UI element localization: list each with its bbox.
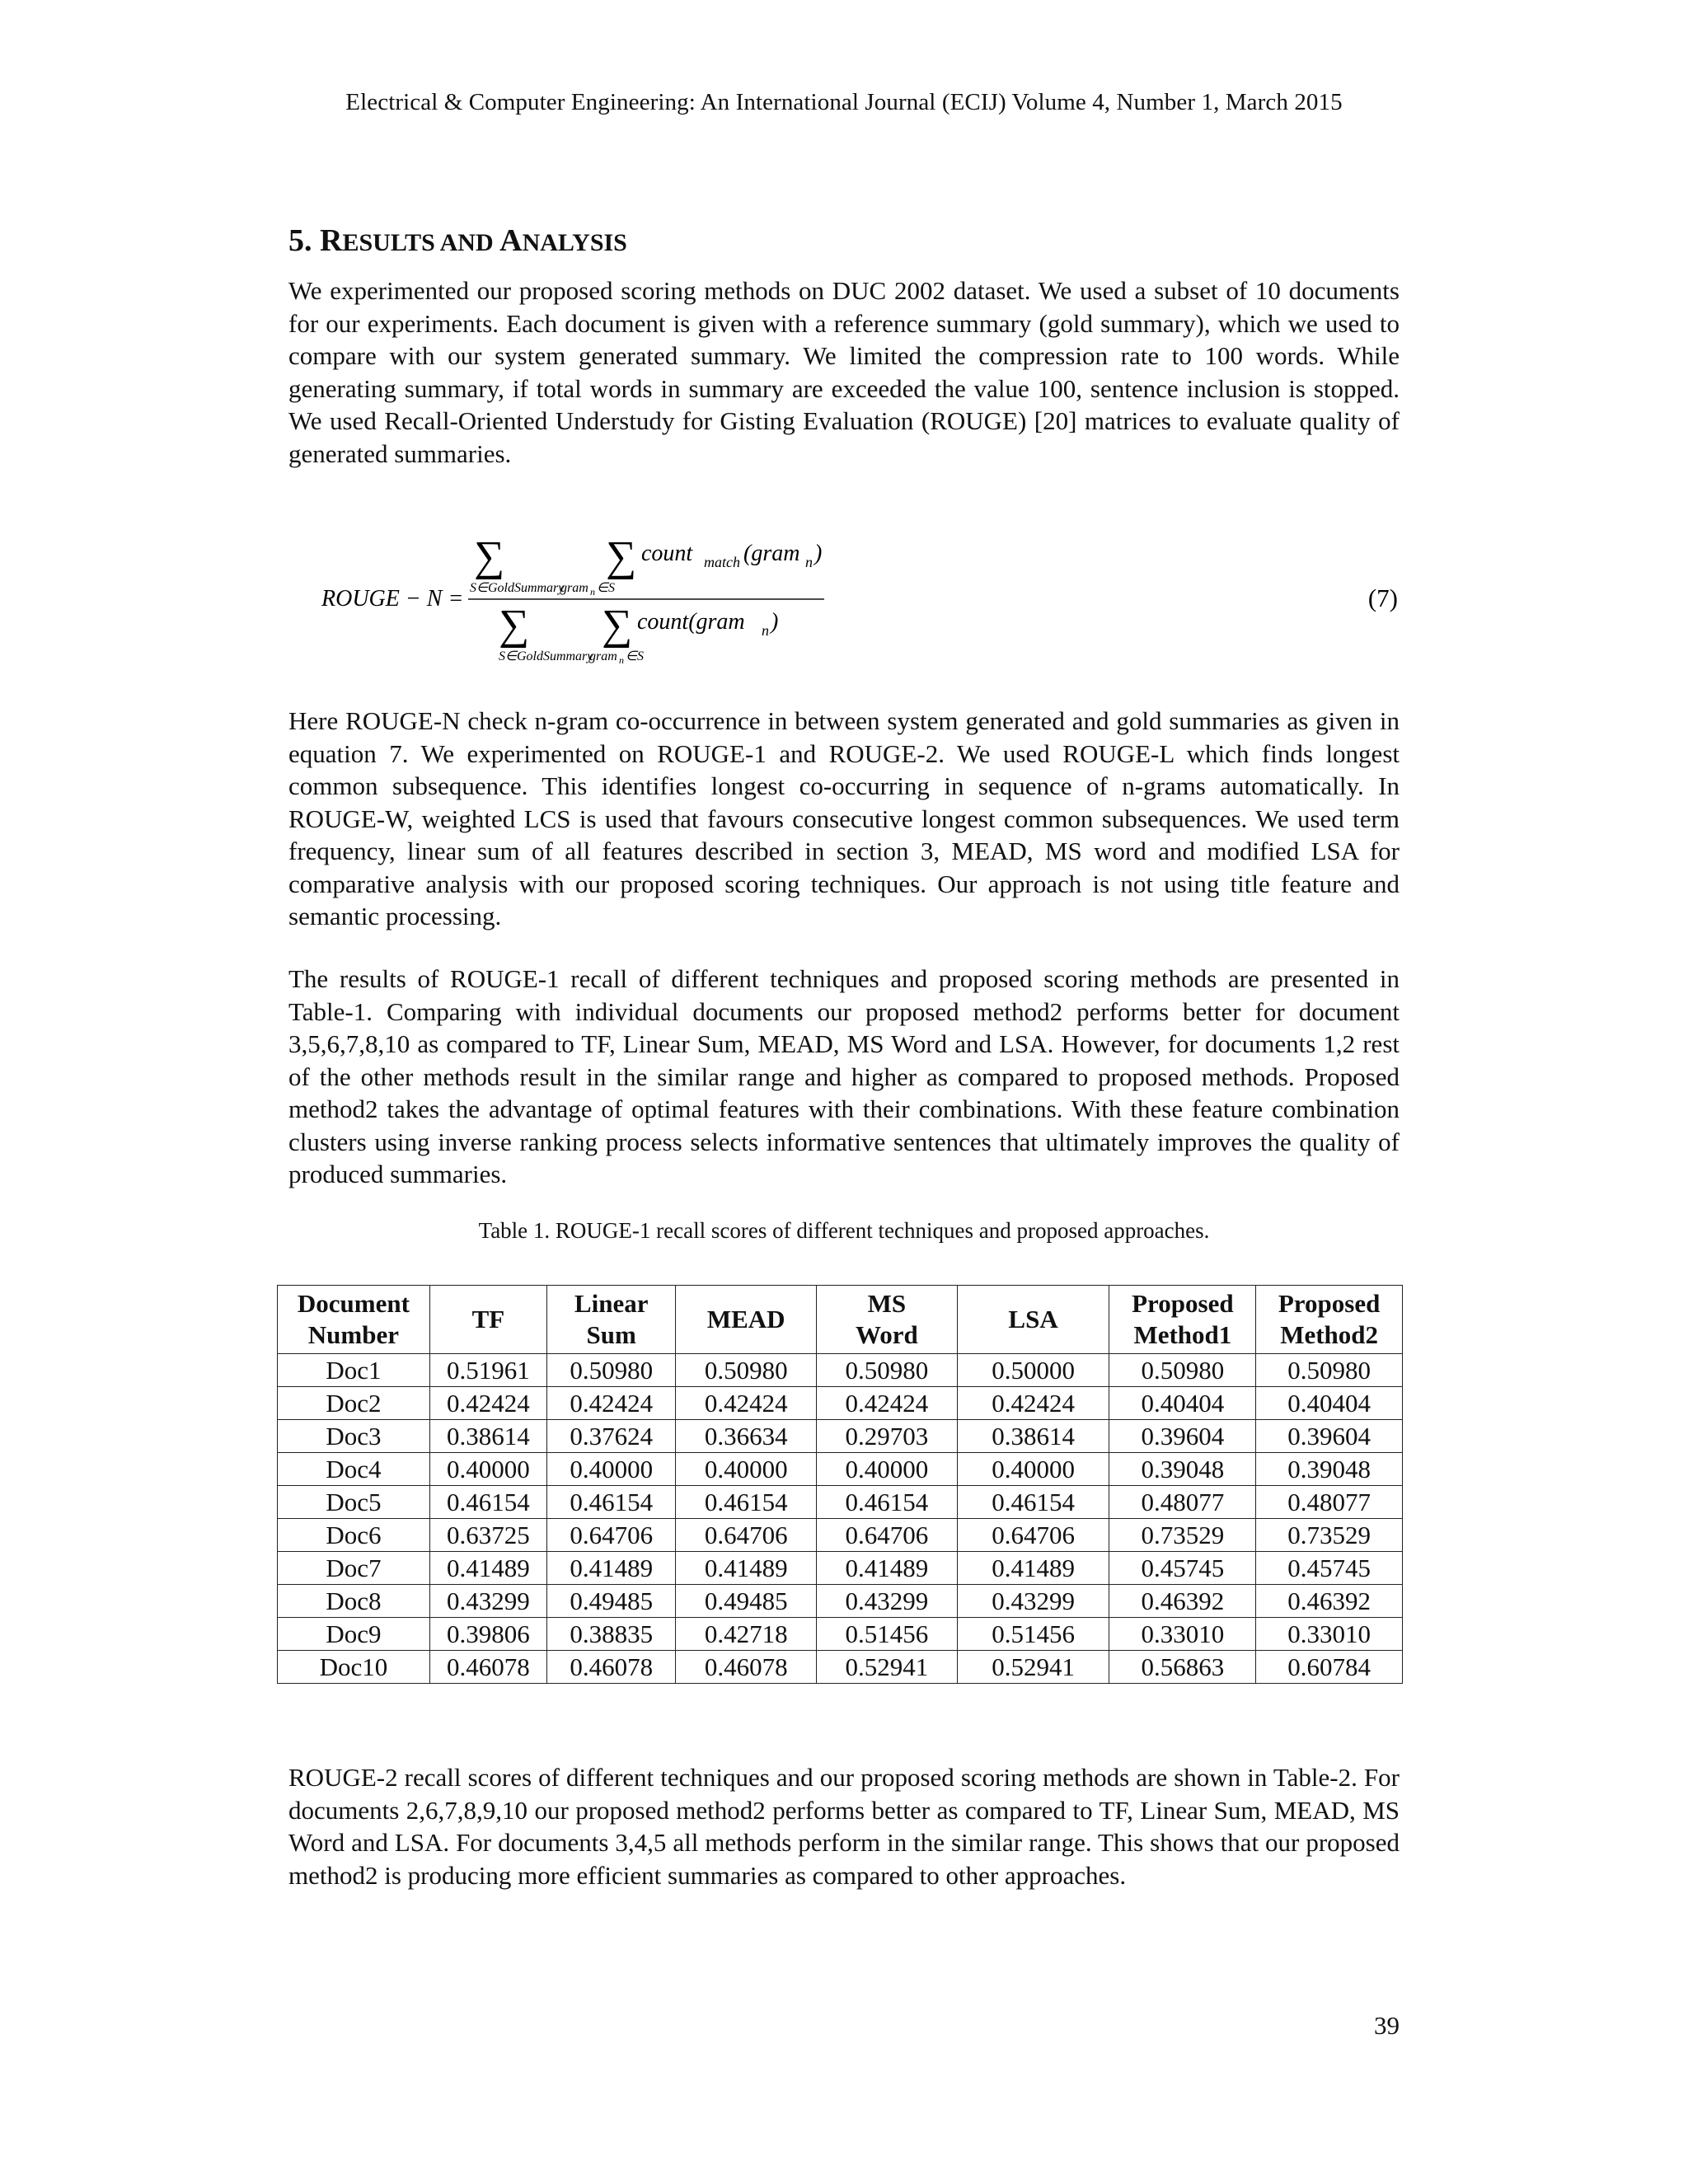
equation-sub-inner-top: gram [560,581,588,595]
table1-score-cell: 0.42424 [547,1387,676,1420]
table1-score-cell: 0.73529 [1256,1519,1403,1552]
equation-sub-outer-bottom: S∈GoldSummary [499,649,593,663]
table1-score-cell: 0.64706 [676,1519,817,1552]
table1-score-cell: 0.41489 [957,1552,1109,1585]
table1-score-cell: 0.37624 [547,1420,676,1453]
table-row [278,1453,1403,1486]
paragraph-intro: We experimented our proposed scoring methods on DUC 2002 dataset. We used a subset of 10 documents for our experiments. Each document is given with a reference summary (gold summary), which we used to compare with our system generated summary. We limited the compression rate to 100 words. While generating summary, if total words in summary are exceeded the value 100, sentence inclusion is stopped. We used Recall-Oriented Understudy for Gisting Evaluation (ROUGE) [20] matrices to evaluate quality of generated summaries. [288,276,1400,468]
table1-score-cell: 0.40000 [957,1453,1109,1486]
table-row [278,1519,1403,1552]
equation-denominator-close: ) [771,609,779,635]
table1-score-cell: 0.38835 [547,1618,676,1651]
table1-score-cell: 0.50000 [957,1354,1109,1387]
table-row [278,1486,1403,1519]
table1-score-cell: 0.38614 [429,1420,546,1453]
table1-score-cell: 0.60784 [1256,1651,1403,1684]
table1-score-cell: 0.36634 [676,1420,817,1453]
table1-score-cell: 0.64706 [957,1519,1109,1552]
table1-rouge1-recall [277,1285,1403,1684]
table-row [278,1585,1403,1618]
table1-score-cell: 0.64706 [817,1519,958,1552]
table1-header-line: Proposed [1132,1289,1234,1318]
table1-score-cell: 0.50980 [1256,1354,1403,1387]
table1-score-cell: 0.39806 [429,1618,546,1651]
table1-score-cell: 0.33010 [1256,1618,1403,1651]
table1-score-cell: 0.64706 [547,1519,676,1552]
table1-doc-label: Doc2 [278,1387,430,1420]
table1-score-cell: 0.50980 [547,1354,676,1387]
table1-doc-label: Doc8 [278,1585,430,1618]
table1-score-cell: 0.40404 [1256,1387,1403,1420]
table1-score-cell: 0.33010 [1109,1618,1256,1651]
table1-header-line: MS [867,1289,907,1318]
table1-score-cell: 0.41489 [817,1552,958,1585]
table1-header-line: Sum [586,1320,636,1349]
equation-sub-inner-tail-top: ∈S [597,581,615,595]
table1-score-cell: 0.43299 [957,1585,1109,1618]
table1-score-cell: 0.50980 [817,1354,958,1387]
equation-lhs: ROUGE − N = [321,586,464,612]
table1-score-cell: 0.56863 [1109,1651,1256,1684]
page-number: 39 [1374,2011,1400,2040]
section-title-cap-2: A [499,223,523,258]
table1-score-cell: 0.40000 [676,1453,817,1486]
table1-score-cell: 0.46154 [957,1486,1109,1519]
equation-numerator-sub: match [704,554,740,570]
table1-score-cell: 0.48077 [1109,1486,1256,1519]
table-row [278,1552,1403,1585]
table1-score-cell: 0.38614 [957,1420,1109,1453]
table1-score-cell: 0.29703 [817,1420,958,1453]
table1-score-cell: 0.46392 [1109,1585,1256,1618]
table1-score-cell: 0.46078 [429,1651,546,1684]
table1-header-line: Word [855,1320,918,1349]
table1-doc-label: Doc10 [278,1651,430,1684]
table1-doc-label: Doc3 [278,1420,430,1453]
table1-score-cell: 0.50980 [676,1354,817,1387]
table1-score-cell: 0.51456 [817,1618,958,1651]
equation-sub-inner-tail-bottom: ∈S [626,649,644,663]
paragraph-rouge2-discussion: ROUGE-2 recall scores of different techniques and our proposed scoring methods are shown in Table-2. For documents 2,6,7,8,9,10 our proposed method2 performs better as compared to TF, Linear Sum, MEAD, MS Word and LSA. For documents 3,4,5 all methods perform in the similar range. This shows that our proposed method2 is producing more efficient summaries as compared to other approaches. [288,1763,1400,1890]
table1-score-cell: 0.41489 [547,1552,676,1585]
table1-score-cell: 0.42424 [429,1387,546,1420]
table1-score-cell: 0.40000 [429,1453,546,1486]
table1-doc-label: Doc9 [278,1618,430,1651]
table1-score-cell: 0.41489 [676,1552,817,1585]
table1-doc-label: Doc5 [278,1486,430,1519]
table-row [278,1420,1403,1453]
table1-score-cell: 0.42424 [817,1387,958,1420]
table1-header-cell [429,1286,546,1354]
table1-score-cell: 0.50980 [1109,1354,1256,1387]
equation-numerator-gram: (gram [743,541,800,566]
table1-header-line: Proposed [1278,1289,1381,1318]
equation-numerator-count: count [641,541,693,566]
table1-score-cell: 0.46392 [1256,1585,1403,1618]
table1-score-cell: 0.39048 [1256,1453,1403,1486]
equation-rouge-n [288,527,1400,676]
table1-header-line: TF [471,1305,505,1333]
table1-score-cell: 0.46154 [676,1486,817,1519]
paragraph-table1-discussion: The results of ROUGE-1 recall of different techniques and proposed scoring methods are presented in Table-1. Comparing with individual documents our proposed method2 performs better for document 3,5,6,7,8,10 as compared to TF, Linear Sum, MEAD, MS Word and LSA. However, for documents 1,2 rest of the other methods result in the similar range and higher as compared to proposed methods. Proposed method2 takes the advantage of optimal features with their combinations. With these feature combination clusters using inverse ranking process selects informative sentences that ultimately improves the quality of produced summaries. [288,964,1400,1188]
table1-score-cell: 0.49485 [676,1585,817,1618]
table1-score-cell: 0.39048 [1109,1453,1256,1486]
table1-score-cell: 0.40000 [547,1453,676,1486]
table1-score-cell: 0.46154 [429,1486,546,1519]
table1-score-cell: 0.45745 [1256,1552,1403,1585]
table1-score-cell: 0.46154 [817,1486,958,1519]
table1-caption: Table 1. ROUGE-1 recall scores of different techniques and proposed approaches. [478,1218,1210,1243]
table1-header-line: Number [307,1320,400,1349]
table1-header-line: Linear [574,1289,649,1318]
table1-header-cell [1256,1286,1403,1354]
table1-header-line: MEAD [706,1305,785,1333]
table1-score-cell: 0.40404 [1109,1387,1256,1420]
table1-score-cell: 0.45745 [1109,1552,1256,1585]
table1-body [278,1354,1403,1684]
table1-doc-label: Doc1 [278,1354,430,1387]
table1-score-cell: 0.40000 [817,1453,958,1486]
equation-number: (7) [1367,583,1398,612]
table1-score-cell: 0.43299 [429,1585,546,1618]
section-title [288,223,627,259]
table1-header-cell [547,1286,676,1354]
equation-denominator: count(gram [637,609,745,635]
table1-score-cell: 0.42424 [957,1387,1109,1420]
table1-header-line: Method2 [1280,1320,1379,1349]
table1-header-row [278,1286,1403,1354]
equation-sub-outer-top: S∈GoldSummary [470,581,565,595]
table1-score-cell: 0.51456 [957,1618,1109,1651]
equation-numerator-gram-sub: n [805,554,813,570]
table-row [278,1387,1403,1420]
equation-sub-inner-bottom: gram [589,649,617,663]
table-row [278,1354,1403,1387]
table1-doc-label: Doc4 [278,1453,430,1486]
table1-header-cell [817,1286,958,1354]
table1-score-cell: 0.39604 [1109,1420,1256,1453]
table1-score-cell: 0.42424 [676,1387,817,1420]
table1-header-cell [957,1286,1109,1354]
table1-score-cell: 0.46078 [547,1651,676,1684]
table1-doc-label: Doc6 [278,1519,430,1552]
table1-score-cell: 0.52941 [957,1651,1109,1684]
table1-header-cell [1109,1286,1256,1354]
section-title-rest-2: NALYSIS [522,229,627,256]
table1-header-cell [676,1286,817,1354]
table1-score-cell: 0.46154 [547,1486,676,1519]
section-title-rest-1: ESULTS AND [342,229,500,256]
running-header: Electrical & Computer Engineering: An International Journal (ECIJ) Volume 4, Number 1, March 2015 [345,89,1343,115]
table1-score-cell: 0.63725 [429,1519,546,1552]
equation-denominator-sub: n [762,622,769,639]
table1-score-cell: 0.43299 [817,1585,958,1618]
table1-score-cell: 0.41489 [429,1552,546,1585]
table1-header-line: Method1 [1133,1320,1232,1349]
equation-sub-inner-n-bottom: n [619,654,624,666]
table1-doc-label: Doc7 [278,1552,430,1585]
table-row [278,1651,1403,1684]
table1-score-cell: 0.49485 [547,1585,676,1618]
table1-score-cell: 0.73529 [1109,1519,1256,1552]
equation-sum-outer-top: ∑ [474,533,505,580]
table1-score-cell: 0.46078 [676,1651,817,1684]
table1-header-cell [278,1286,430,1354]
table1-score-cell: 0.51961 [429,1354,546,1387]
equation-sum-outer-bottom: ∑ [499,602,530,649]
equation-sum-inner-top: ∑ [606,533,637,580]
equation-sub-inner-n-top: n [590,586,595,598]
table1-score-cell: 0.52941 [817,1651,958,1684]
table1-header-line: LSA [1008,1305,1058,1333]
table-row [278,1618,1403,1651]
table1-score-cell: 0.42718 [676,1618,817,1651]
paragraph-rouge-explanation: Here ROUGE-N check n-gram co-occurrence in between system generated and gold summaries as given in equation 7. We experimented on ROUGE-1 and ROUGE-2. We used ROUGE-L which finds longest common subsequence. This identifies longest co-occurring in sequence of n-grams automatically. In ROUGE-W, weighted LCS is used that favours consecutive longest common subsequences. We used term frequency, linear sum of all features described in section 3, MEAD, MS word and modified LSA for comparative analysis with our proposed scoring techniques. Our approach is not using title feature and semantic processing. [288,706,1400,930]
section-number: 5. [288,223,312,258]
table1-header-line: Document [297,1289,410,1318]
section-title-cap-1: R [320,223,343,258]
equation-sum-inner-bottom: ∑ [602,602,633,649]
table1-score-cell: 0.39604 [1256,1420,1403,1453]
table1-score-cell: 0.48077 [1256,1486,1403,1519]
equation-numerator-close: ) [814,541,823,566]
